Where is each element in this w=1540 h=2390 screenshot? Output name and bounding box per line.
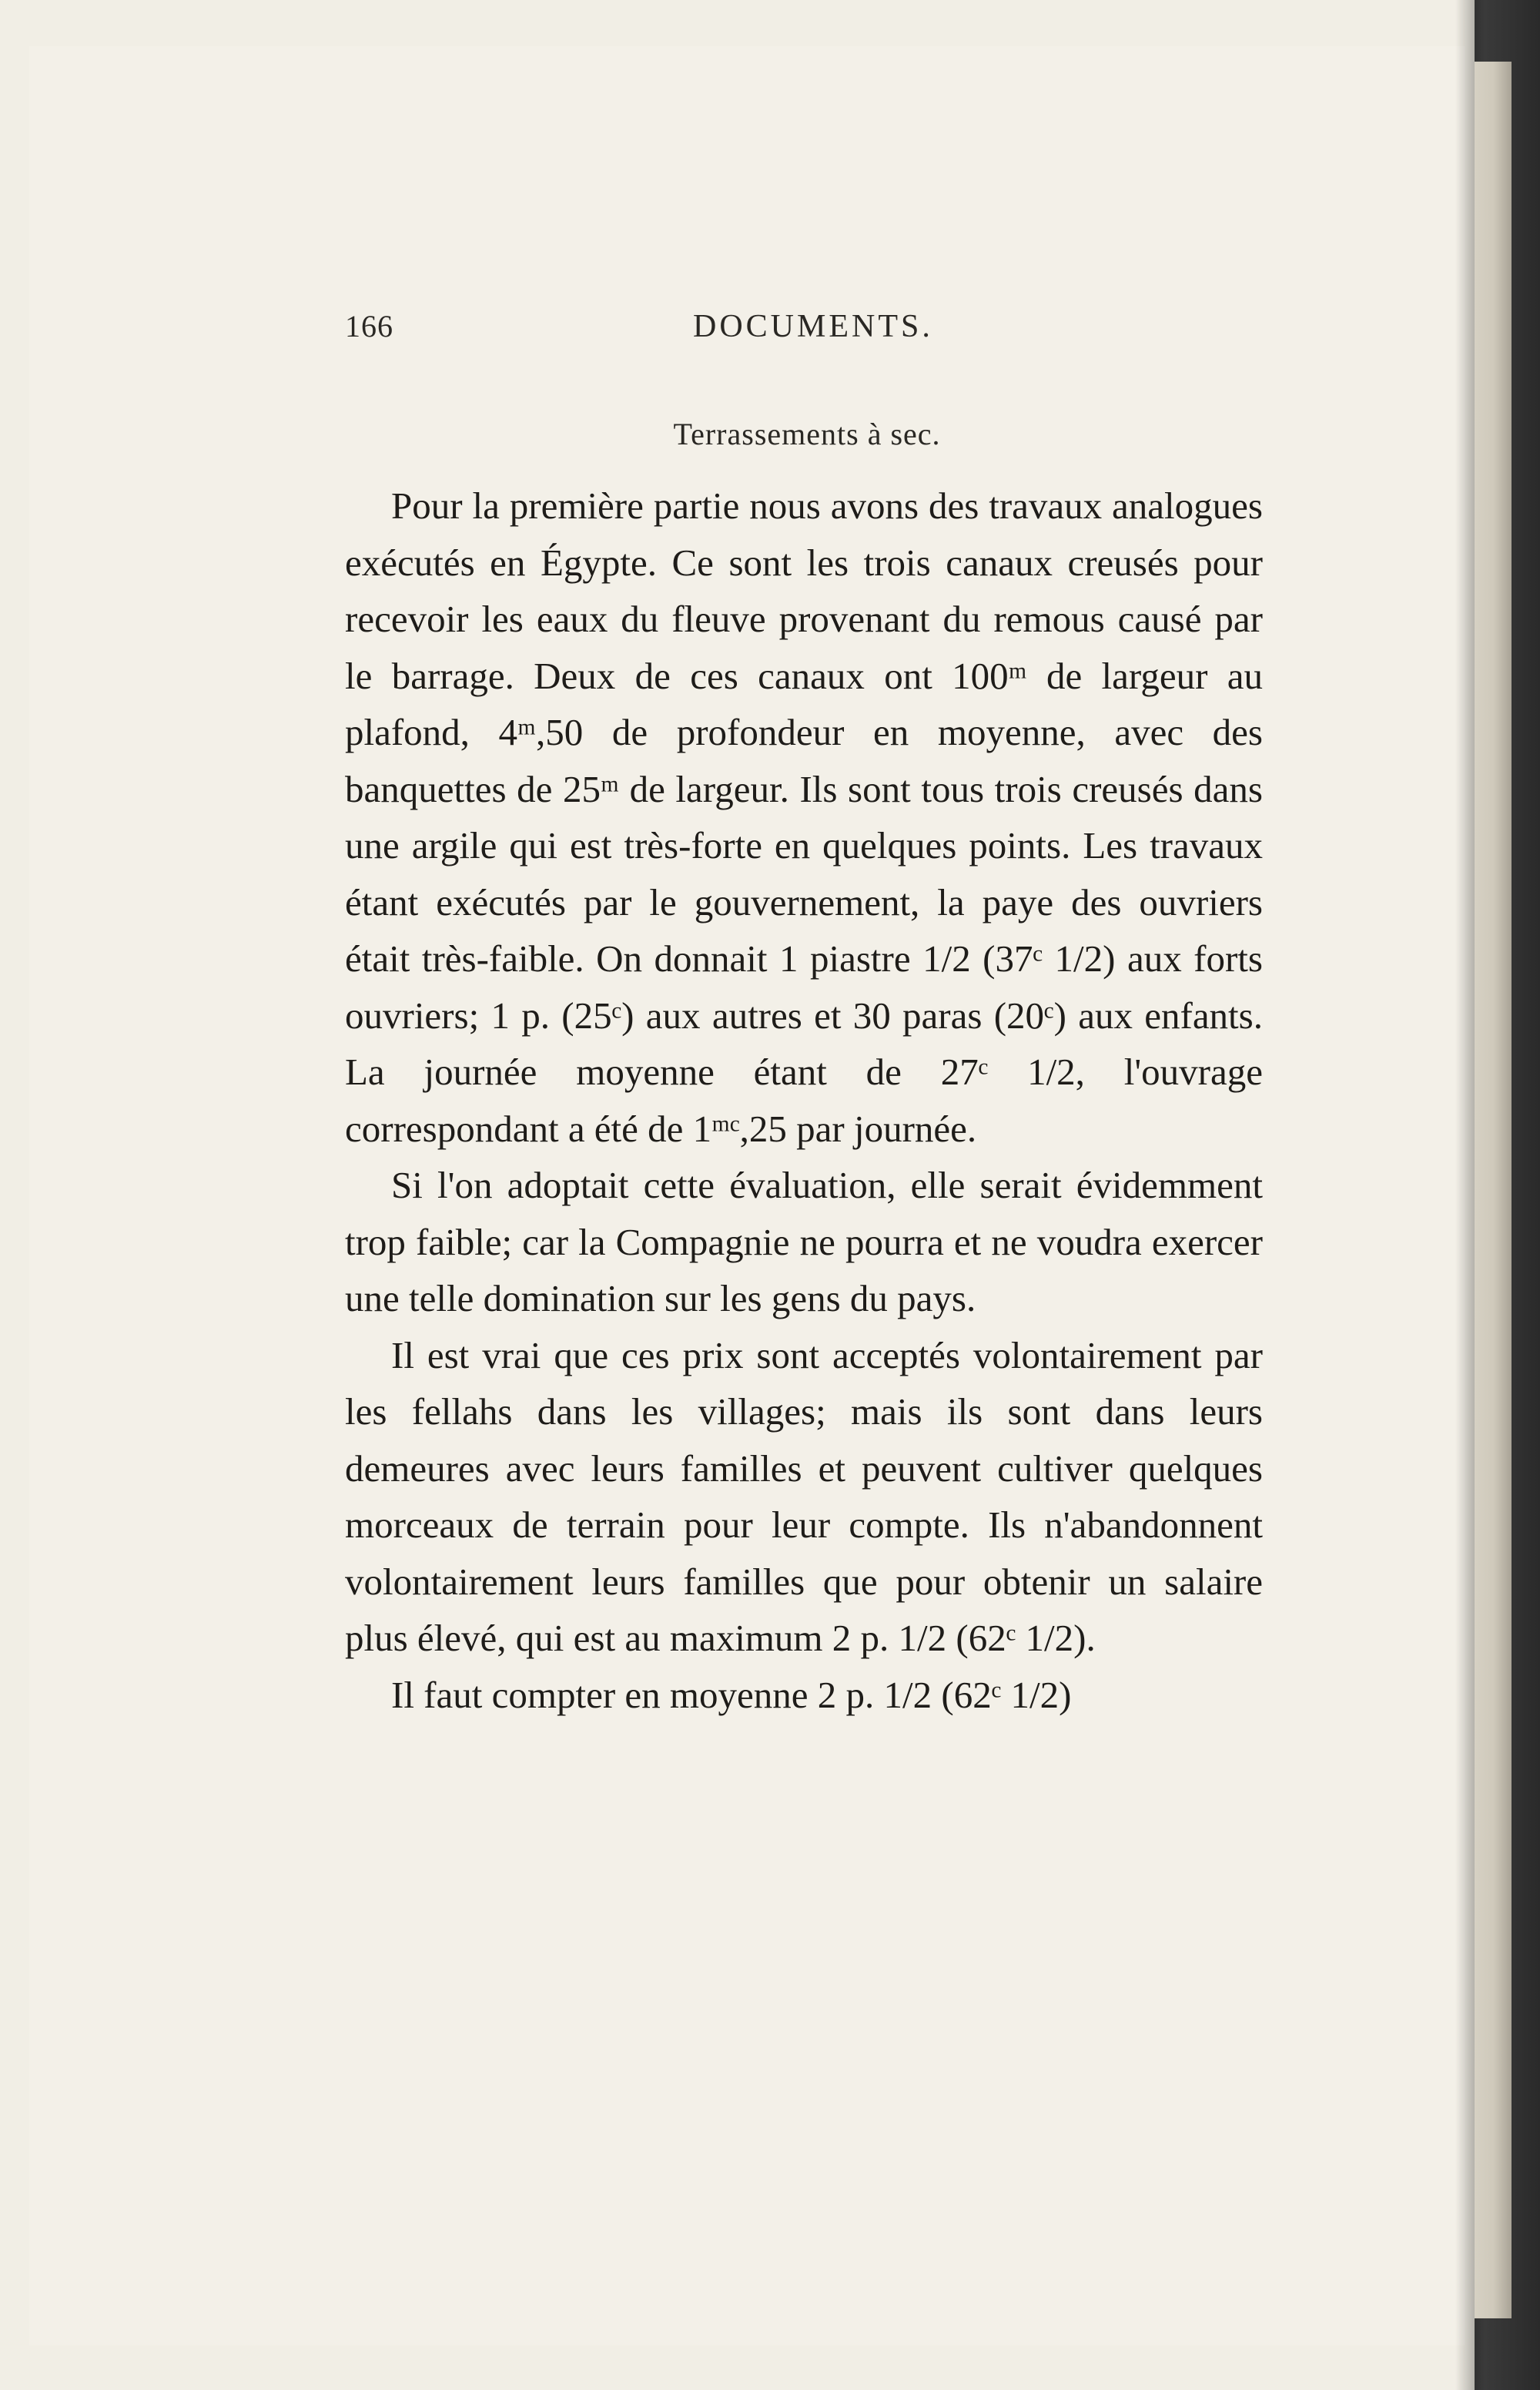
fold-shadow [1455, 0, 1475, 2390]
paragraph-4: Il faut compter en moyenne 2 p. 1/2 (62ᶜ 1/2) [391, 1673, 1072, 1716]
running-title: DOCUMENTS. [693, 309, 933, 344]
running-head [345, 308, 1269, 354]
body-text [345, 478, 1263, 1723]
paragraph-2: Si l'on adoptait cette évaluation, elle serait évidemment trop faible; car la Compagnie ne pourra et ne voudra exercer une telle domination sur les gens du pays. [345, 1164, 1263, 1319]
page-number: 166 [345, 309, 393, 344]
paragraph-1: Pour la première partie nous avons des travaux analogues exécutés en Égypte. Ce sont les trois canaux creusés pour recevoir les eaux du fleuve provenant du remous causé par le barrage. Deux de ces canaux ont 100ᵐ de largeur au plafond, 4ᵐ,50 de profondeur en moyenne, avec des banquettes de 25ᵐ de largeur. Ils sont tous trois creusés dans une argile qui est très-forte en quelques points. Les travaux étant exécutés par le gouvernement, la paye des ouvriers était très-faible. On donnait 1 piastre 1/2 (37ᶜ 1/2) aux forts ouvriers; 1 p. (25ᶜ) aux autres et 30 paras (20ᶜ) aux enfants. La journée moyenne étant de 27ᶜ 1/2, l'ouvrage correspondant a été de 1ᵐᶜ,25 par journée. [345, 484, 1263, 1150]
section-heading: Terrassements à sec. [673, 417, 941, 451]
paragraph-3: Il est vrai que ces prix sont acceptés volontairement par les fellahs dans les villages; mais ils sont dans leurs demeures avec leurs familles et peuvent cultiver quelques morceaux de terrain pour leur compte. Ils n'abandonnent volontairement leurs familles que pour obtenir un salaire plus élevé, qui est au maximum 2 p. 1/2 (62ᶜ 1/2). [345, 1333, 1263, 1659]
